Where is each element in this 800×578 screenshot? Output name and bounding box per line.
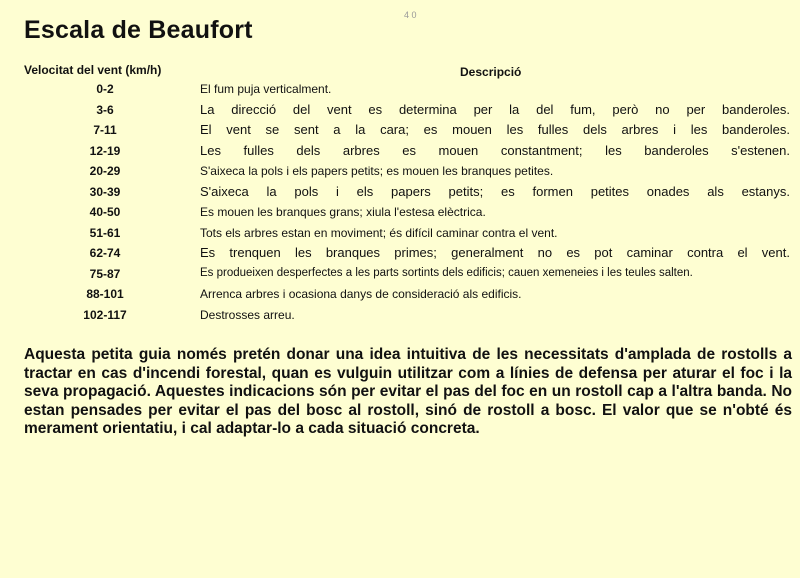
corner-mark: 4 0 xyxy=(404,10,417,20)
speed-cell: 20-29 xyxy=(89,164,121,178)
table-row xyxy=(0,162,800,183)
table-row xyxy=(0,121,800,142)
description-cell: El vent se sent a la cara; es mouen les fulles dels arbres i les banderoles. xyxy=(200,122,790,137)
column-header-description: Descripció xyxy=(460,65,522,79)
page-title: Escala de Beaufort xyxy=(24,16,253,44)
description-cell: Es mouen les branques grans; xiula l'estesa elèctrica. xyxy=(200,205,486,219)
speed-cell: 51-61 xyxy=(89,225,121,240)
speed-cell: 102-117 xyxy=(83,307,127,322)
speed-cell: 75-87 xyxy=(89,266,121,281)
speed-cell: 0-2 xyxy=(96,82,114,96)
column-header-speed: Velocitat del vent (km/h) xyxy=(24,63,162,77)
description-cell: Destrosses arreu. xyxy=(200,307,295,322)
table-row xyxy=(0,265,800,286)
description-cell: La direcció del vent es determina per la del fum, però no per banderoles. xyxy=(200,101,790,117)
table-row xyxy=(0,306,800,327)
description-cell: Arrenca arbres i ocasiona danys de consideració als edificis. xyxy=(200,287,522,301)
note-paragraph: Aquesta petita guia només pretén donar una idea intuitiva de les necessitats d'amplada de rostolls a tractar en cas d'incendi forestal, quan es vulguin utilitzar com a línies de defensa per aturar el foc i la seva propagació. Aquestes indicacions són per evitar el pas del foc en un rostoll cap a l'altra banda. No estan pensades per evitar el pas del bosc al rostoll, sinó de rostoll a bosc. El valor que se n'obté és merament orientatiu, i cal adaptar-lo a cada situació concreta. xyxy=(24,346,792,437)
speed-cell: 62-74 xyxy=(89,246,121,260)
description-cell: Es produeixen desperfectes a les parts sortints dels edificis; cauen xemeneies i les teules salten. xyxy=(200,266,693,279)
speed-cell: 7-11 xyxy=(93,123,117,137)
speed-cell: 88-101 xyxy=(86,287,124,301)
description-cell: Es trenquen les branques primes; generalment no es pot caminar contra el vent. xyxy=(200,245,790,260)
table-row xyxy=(0,244,800,265)
table-row xyxy=(0,142,800,163)
beaufort-table xyxy=(0,80,800,326)
description-cell: Les fulles dels arbres es mouen constantment; les banderoles s'estenen. xyxy=(200,142,790,158)
speed-cell: 30-39 xyxy=(89,184,121,199)
table-row xyxy=(0,285,800,306)
table-row xyxy=(0,203,800,224)
description-cell: S'aixeca la pols i els papers petits; es formen petites onades als estanys. xyxy=(200,183,790,199)
table-row xyxy=(0,101,800,122)
speed-cell: 12-19 xyxy=(89,143,121,158)
table-row xyxy=(0,224,800,245)
table-row xyxy=(0,183,800,204)
speed-cell: 3-6 xyxy=(96,102,114,117)
description-cell: S'aixeca la pols i els papers petits; es mouen les branques petites. xyxy=(200,164,554,178)
description-cell: El fum puja verticalment. xyxy=(200,82,332,96)
table-row xyxy=(0,80,800,101)
speed-cell: 40-50 xyxy=(89,205,121,219)
description-cell: Tots els arbres estan en moviment; és difícil caminar contra el vent. xyxy=(200,225,558,240)
